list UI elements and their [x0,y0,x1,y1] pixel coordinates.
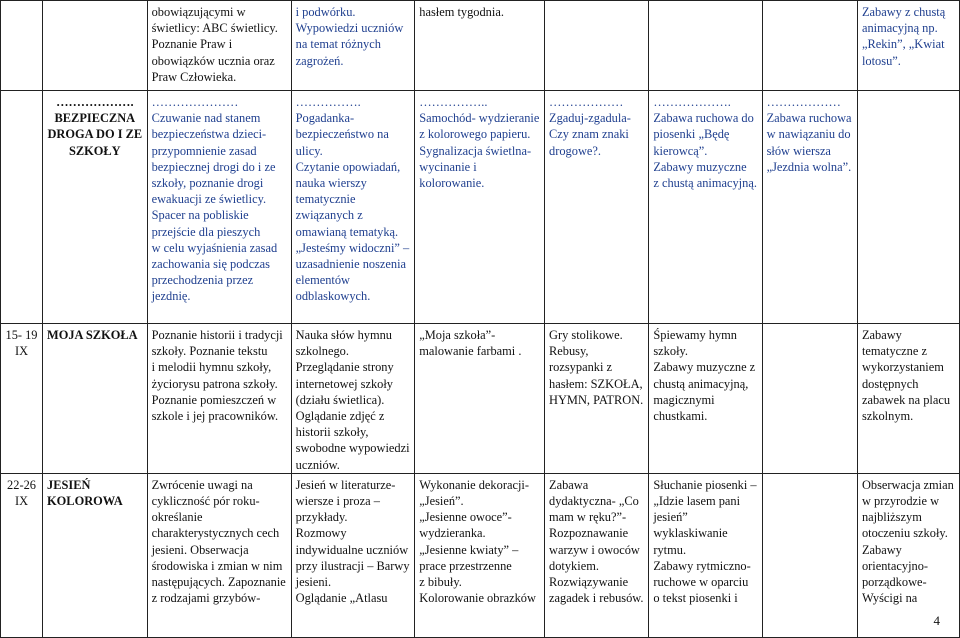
cell-text-line: Zabawy [861,542,902,557]
cell-text-line: tematyczne z [861,344,927,359]
cell-text-line: Poznanie pomieszczeń w [151,392,277,407]
cell-text-line: Zgaduj-zgadula- [549,111,631,126]
cell-text-line: chustkami. [653,409,708,424]
cell-text-line: BEZPIECZNA [54,111,136,126]
table-cell-movement [762,324,857,474]
cell-text-line: obowiązującymi w [151,5,246,19]
table-cell-art [415,324,545,474]
cell-text-line: Śpiewamy hymn [653,328,737,342]
table-cell-music [649,91,762,324]
cell-text-line: zagadek i rebusów. [549,591,644,606]
table-cell-week [1,1,43,91]
cell-text-line: lotosu”. [861,53,901,68]
cell-text-line: ……………… [549,95,624,109]
cell-text-line: z rodzajami grzybów- [151,591,261,606]
cell-text-line: Rozpoznawanie [549,526,629,541]
cell-text-line: Nauka słów hymnu [295,328,392,342]
cell-text-line: prace przestrzenne [419,558,512,573]
cell-text-line: Rozwiązywanie [549,575,629,590]
table-cell-art [415,1,545,91]
cell-text-line: uczniów. [295,457,340,472]
cell-text-line: swobodne wypowiedzi [295,441,410,456]
cell-text-line: Sygnalizacja świetlna- [419,143,532,158]
cell-text-line: animacyjną np. [861,21,938,36]
cell-text-line: określanie [151,510,203,525]
table-cell-outdoor [857,91,959,324]
cell-text-line: wyklaskiwanie [653,526,728,541]
cell-text-line: Zabawy [861,328,902,342]
cell-text-line: „Jezdnia wolna”. [766,159,852,174]
cell-text-line: środowiska i zmian w nim [151,558,283,573]
cell-text-line: charakterystycznych cech [151,526,280,541]
cell-text-line: 22-26 [7,477,36,492]
cell-text-line: MOJA SZKOŁA [47,328,138,342]
table-row [1,324,960,474]
table-cell-reading [291,91,415,324]
cell-text-line: bezpieczeństwa dzieci- [151,127,267,142]
cell-text-line: jesieni. Obserwacja [151,542,249,557]
table-cell-reading [291,473,415,637]
cell-text-line: ………………… [151,95,239,109]
cell-text-line: dotykiem. [549,558,599,573]
cell-text-line: „Idzie lasem pani [653,494,741,509]
cell-text-line: cykliczność pór roku- [151,494,260,509]
cell-text-line: tematycznie [295,192,356,207]
cell-text-line: Obserwacja zmian [861,477,954,492]
cell-text-line: Wypowiedzi uczniów [295,21,404,36]
cell-text-line: zabawek na placu [861,392,951,407]
cell-text-line: bezpiecznej drogi do i ze [151,159,276,174]
cell-text-line: szkole i jej pracowników. [151,409,279,424]
table-cell-art [415,91,545,324]
cell-text-line: (działu świetlica). [295,392,385,407]
cell-text-line: IX [14,494,29,509]
cell-text-line: Oglądanie „Atlasu [295,591,388,606]
cell-text-line: 15- 19 [5,328,38,342]
cell-text-line: Wyścigi na [861,591,918,606]
table-cell-games [545,1,649,91]
cell-text-line: Przeglądanie strony [295,360,394,375]
cell-text-line: uzasadnienie noszenia [295,257,407,272]
cell-text-line: wycinanie i [419,159,477,174]
table-cell-week [1,324,43,474]
table-cell-topic [43,324,148,474]
cell-text-line: z bibuły. [419,575,462,590]
cell-text-line: szkoły. Poznanie tekstu [151,344,268,359]
cell-text-line: Oglądanie zdjęć z [295,409,385,424]
table-cell-games [545,473,649,637]
cell-text-line: „Jesteśmy widoczni” – [295,240,410,255]
cell-text-line: o tekst piosenki i [653,591,738,606]
table-cell-week [1,91,43,324]
cell-text-line: przykłady. [295,510,348,525]
cell-text-line: malowanie farbami . [419,344,522,359]
cell-text-line: „Moja szkoła”- [419,328,496,342]
cell-text-line: Poznanie Praw i [151,37,233,52]
cell-text-line: zagrożeń. [295,53,344,68]
cell-text-line: przechodzenia przez [151,273,254,288]
cell-text-line: odblaskowych. [295,289,371,304]
table-cell-reading [291,324,415,474]
cell-text-line: hasłem tygodnia. [419,5,504,19]
cell-text-line: przy ilustracji – Barwy [295,558,410,573]
table-row [1,1,960,91]
cell-text-line: z chustą animacyjną. [653,176,757,191]
cell-text-line: rozsypanki z [549,360,612,375]
table-cell-goals [147,1,291,91]
cell-text-line: wiersze i proza – [295,494,380,509]
cell-text-line: SZKOŁY [68,143,121,158]
cell-text-line: wykorzystaniem [861,360,944,375]
cell-text-line: Samochód- wydzieranie [419,111,540,126]
cell-text-line: „Jesień”. [419,494,464,509]
cell-text-line: dydaktyczna- „Co [549,494,639,509]
cell-text-line: i podwórku. [295,5,356,19]
cell-text-line: najbliższym [861,510,922,525]
cell-text-line: hasłem: SZKOŁA, [549,376,643,391]
table-cell-games [545,324,649,474]
cell-text-line: ruchowe w oparciu [653,575,749,590]
table-cell-outdoor [857,324,959,474]
cell-text-line: przejście dla pieszych [151,224,261,239]
cell-text-line: Czytanie opowiadań, [295,159,401,174]
cell-text-line: życiorysu patrona szkoły. [151,376,278,391]
table-cell-movement [762,473,857,637]
cell-text-line: rytmu. [653,542,687,557]
cell-text-line: …………….. [419,95,488,109]
cell-text-line: warzyw i owoców [549,542,640,557]
cell-text-line: Zabawa ruchowa [766,111,852,126]
cell-text-line: przypomnienie zasad [151,143,257,158]
cell-text-line: wydzieranka. [419,526,486,541]
table-cell-music [649,324,762,474]
cell-text-line: jesieni. [295,575,332,590]
cell-text-line: IX [14,344,29,359]
cell-text-line: szkolnego. [295,344,349,359]
cell-text-line: szkoły. [653,344,689,359]
cell-text-line: drogowe?. [549,143,601,158]
cell-text-line: w nawiązaniu do [766,127,851,142]
cell-text-line: szkolnym. [861,409,914,424]
table-cell-goals [147,473,291,637]
cell-text-line: Słuchanie piosenki – [653,477,757,492]
cell-text-line: Praw Człowieka. [151,69,237,84]
cell-text-line: HYMN, PATRON. [549,392,644,407]
cell-text-line: bezpieczeństwo na [295,127,389,142]
cell-text-line: kierowcą”. [653,143,708,158]
table-cell-reading [291,1,415,91]
table-cell-outdoor [857,473,959,637]
cell-text-line: „Rekin”, „Kwiat [861,37,945,52]
cell-text-line: DROGA DO I ZE [47,127,143,142]
table-cell-outdoor [857,1,959,91]
cell-text-line: indywidualne uczniów [295,542,409,557]
cell-text-line: Kolorowanie obrazków [419,591,536,606]
table-row [1,473,960,637]
cell-text-line: JESIEŃ [47,477,91,492]
cell-text-line: elementów [295,273,350,288]
cell-text-line: piosenki „Będę [653,127,730,142]
table-cell-topic [43,473,148,637]
cell-text-line: ……………… [766,95,841,109]
cell-text-line: orientacyjno- [861,558,929,573]
table-cell-goals [147,91,291,324]
cell-text-line: Rozmowy [295,526,347,541]
cell-text-line: mam w ręku?”- [549,510,627,525]
table-cell-topic [43,91,148,324]
cell-text-line: Zabawy muzyczne [653,159,747,174]
cell-text-line: Wykonanie dekoracji- [419,477,529,492]
cell-text-line: słów wiersza [766,143,831,158]
table-cell-movement [762,91,857,324]
table-cell-games [545,91,649,324]
cell-text-line: jesień” [653,510,688,525]
cell-text-line: ………………. [56,95,134,109]
cell-text-line: chustą animacyjną, [653,376,749,391]
cell-text-line: Zabawa [549,477,589,492]
cell-text-line: Jesień w literaturze- [295,477,396,492]
cell-text-line: na temat różnych [295,37,381,52]
cell-text-line: historii szkoły, [295,425,369,440]
cell-text-line: „Jesienne owoce”- [419,510,512,525]
cell-text-line: KOLOROWA [47,494,123,509]
cell-text-line: Zabawy rytmiczno- [653,558,751,573]
cell-text-line: w przyrodzie w [861,494,940,509]
cell-text-line: obowiązków ucznia oraz [151,53,275,68]
cell-text-line: ……………. [295,95,361,109]
cell-text-line: Czuwanie nad stanem [151,111,261,126]
cell-text-line: ewakuacji ze świetlicy. [151,192,267,207]
cell-text-line: Zabawy z chustą [861,5,946,19]
table-cell-music [649,473,762,637]
cell-text-line: zachowania się podczas [151,257,270,272]
cell-text-line: Zwrócenie uwagi na [151,477,253,492]
cell-text-line: Zabawa ruchowa do [653,111,754,126]
table-cell-week [1,473,43,637]
table-cell-movement [762,1,857,91]
cell-text-line: ulicy. [295,143,323,158]
cell-text-line: Rebusy, [549,344,589,359]
cell-text-line: związanych z [295,208,363,223]
cell-text-line: porządkowe- [861,575,927,590]
cell-text-line: magicznymi [653,392,715,407]
cell-text-line: szkoły, poznanie drogi [151,176,264,191]
cell-text-line: w celu wyjaśnienia zasad [151,240,278,255]
table-cell-goals [147,324,291,474]
cell-text-line: świetlicy: ABC świetlicy. [151,21,278,36]
cell-text-line: ………………. [653,95,731,109]
cell-text-line: internetowej szkoły [295,376,394,391]
cell-text-line: omawianą tematyką. [295,224,399,239]
cell-text-line: Czy znam znaki [549,127,629,142]
cell-text-line: dostępnych [861,376,919,391]
table-cell-art [415,473,545,637]
page-number: 4 [933,613,940,628]
cell-text-line: i melodii hymnu szkoły, [151,360,272,375]
cell-text-line: z kolorowego papieru. [419,127,531,142]
table-cell-music [649,1,762,91]
cell-text-line: Pogadanka- [295,111,355,126]
cell-text-line: Gry stolikowe. [549,328,623,342]
cell-text-line: następujących. Zapoznanie [151,575,286,590]
cell-text-line: Zabawy muzyczne z [653,360,756,375]
cell-text-line: jezdnię. [151,289,191,304]
table-cell-topic [43,1,148,91]
cell-text-line: kolorowanie. [419,176,485,191]
cell-text-line: nauka wierszy [295,176,367,191]
table-row [1,91,960,324]
cell-text-line: Spacer na pobliskie [151,208,249,223]
cell-text-line: „Jesienne kwiaty” – [419,542,519,557]
cell-text-line: Poznanie historii i tradycji [151,328,283,342]
cell-text-line: otoczeniu szkoły. [861,526,948,541]
